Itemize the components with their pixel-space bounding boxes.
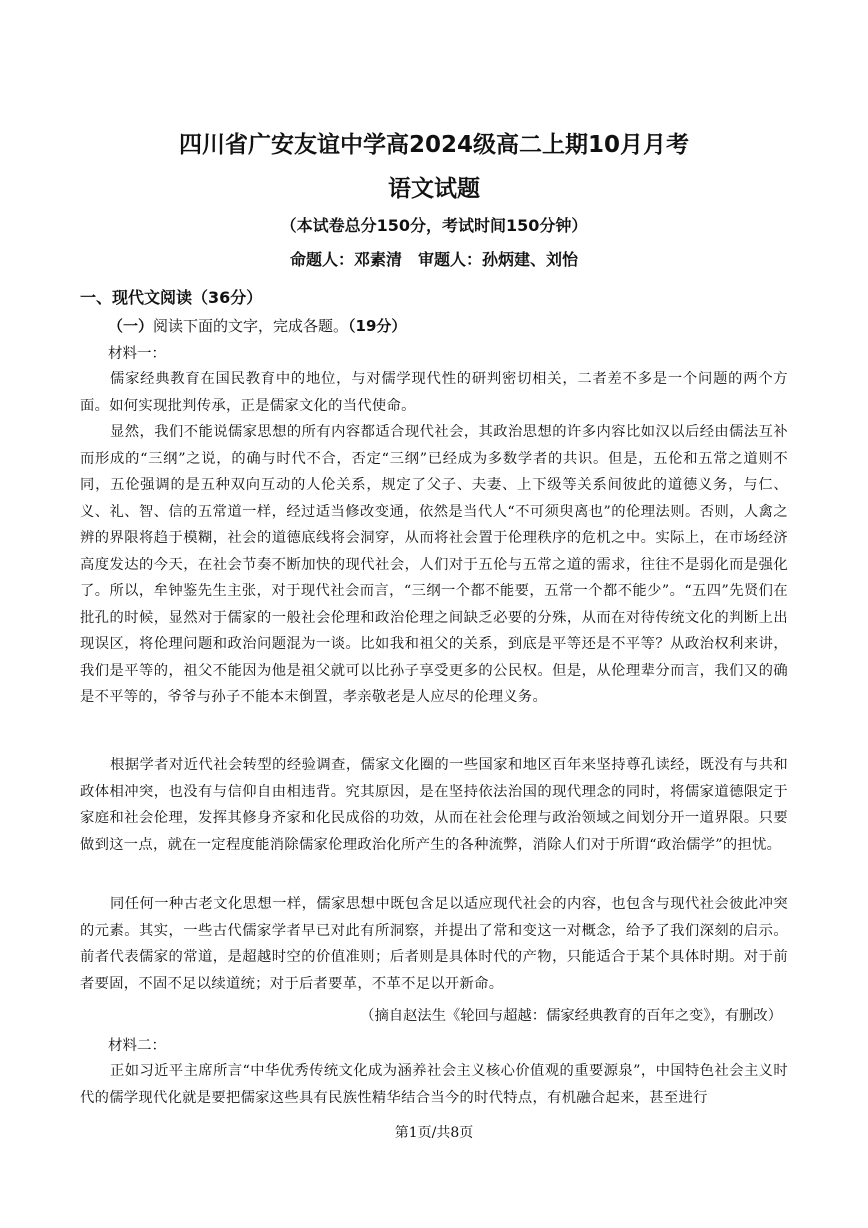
sub-section-text: 阅读下面的文字，完成各题。 <box>153 317 349 335</box>
sub-section-heading <box>108 315 406 336</box>
section-heading: 一、现代文阅读（36分） <box>80 288 263 307</box>
page-number: 第1页/共8页 <box>394 1125 474 1141</box>
material1-label: 材料一： <box>108 346 166 362</box>
subject-title: 语文试题 <box>388 176 480 202</box>
material2-label: 材料二： <box>108 1038 166 1054</box>
material1-paragraph-2: 显然，我们不能说儒家思想的所有内容都适合现代社会，其政治思想的许多内容比如汉以后经由儒法互补而形成的“三纲”之说，的确与时代不合，否定“三纲”已经成为多数学者的共识。但是，五伦和五常之道则不同，五伦强调的是五种双向互动的人伦关系，规定了父子、夫妻、上下级等关系间彼此的道德义务，与仁、义、礼、智、信的五常道一样，经过适当修改变通，依然是当代人“不可须臾离也”的伦理法则。否则，人禽之辨的界限将趋于模糊，社会的道德底线将会洞穿，从而将社会置于伦理秩序的危机之中。实际上，在市场经济高度发达的今天，在社会节奏不断加快的现代社会，人们对于五伦与五常之道的需求，往往不是弱化而是强化了。所以，牟钟鉴先生主张，对于现代社会而言，“三纲一个都不能要，五常一个都不能少”。“五四”先贤们在批孔的时候，显然对于儒家的一般社会伦理和政治伦理之间缺乏必要的分殊，从而在对待传统文化的判断上出现误区，将伦理问题和政治问题混为一谈。比如我和祖父的关系，到底是平等还是不平等？从政治权利来讲，我们是平等的，祖父不能因为他是祖父就可以比孙子享受更多的公民权。但是，从伦理辈分而言，我们又的确是不平等的，爷爷与孙子不能本末倒置，孝亲敬老是人应尽的伦理义务。 <box>80 424 788 705</box>
exam-title: 四川省广安友谊中学高2024级高二上期10月月考 <box>178 132 690 158</box>
material2-paragraph: 正如习近平主席所言“中华优秀传统文化成为涵养社会主义核心价值观的重要源泉”，中国特色社会主义时代的儒学现代化就是要把儒家这些具有民族性精华结合当今的时代特点，有机融合起来，甚至进行 <box>80 1063 788 1106</box>
exam-info: （本试卷总分150分，考试时间150分钟） <box>280 216 588 235</box>
sub-section-label: （一） <box>108 317 154 335</box>
material1-paragraph-4: 同任何一种古老文化思想一样，儒家思想中既包含足以适应现代社会的内容，也包含与现代社会彼此冲突的元素。其实，一些古代儒家学者早已对此有所洞察，并提出了常和变这一对概念，给予了我们深刻的启示。前者代表儒家的常道，是超越时空的价值准则；后者则是具体时代的产物，只能适合于某个具体时期。对于前者要固，不固不足以续道统；对于后者要革，不革不足以开新命。 <box>80 896 788 992</box>
authors-line: 命题人：邓素清 审题人：孙炳建、刘怡 <box>289 250 578 269</box>
material1-source: （摘自赵法生《轮回与超越：儒家经典教育的百年之变》，有删改） <box>360 1008 782 1024</box>
sub-section-score: （19分） <box>348 317 407 335</box>
material1-paragraph-1: 儒家经典教育在国民教育中的地位，与对儒学现代性的研判密切相关，二者差不多是一个问题的两个方面。如何实现批判传承，正是儒家文化的当代使命。 <box>80 371 788 414</box>
material1-paragraph-3: 根据学者对近代社会转型的经验调查，儒家文化圈的一些国家和地区百年来坚持尊孔读经，既没有与共和政体相冲突，也没有与信仰自由相违背。究其原因，是在坚持依法治国的现代理念的同时，将儒家道德限定于家庭和社会伦理，发挥其修身齐家和化民成俗的功效，从而在社会伦理与政治领域之间划分开一道界限。只要做到这一点，就在一定程度能消除儒家伦理政治化所产生的各种流弊，消除人们对于所谓“政治儒学”的担忧。 <box>80 757 788 853</box>
